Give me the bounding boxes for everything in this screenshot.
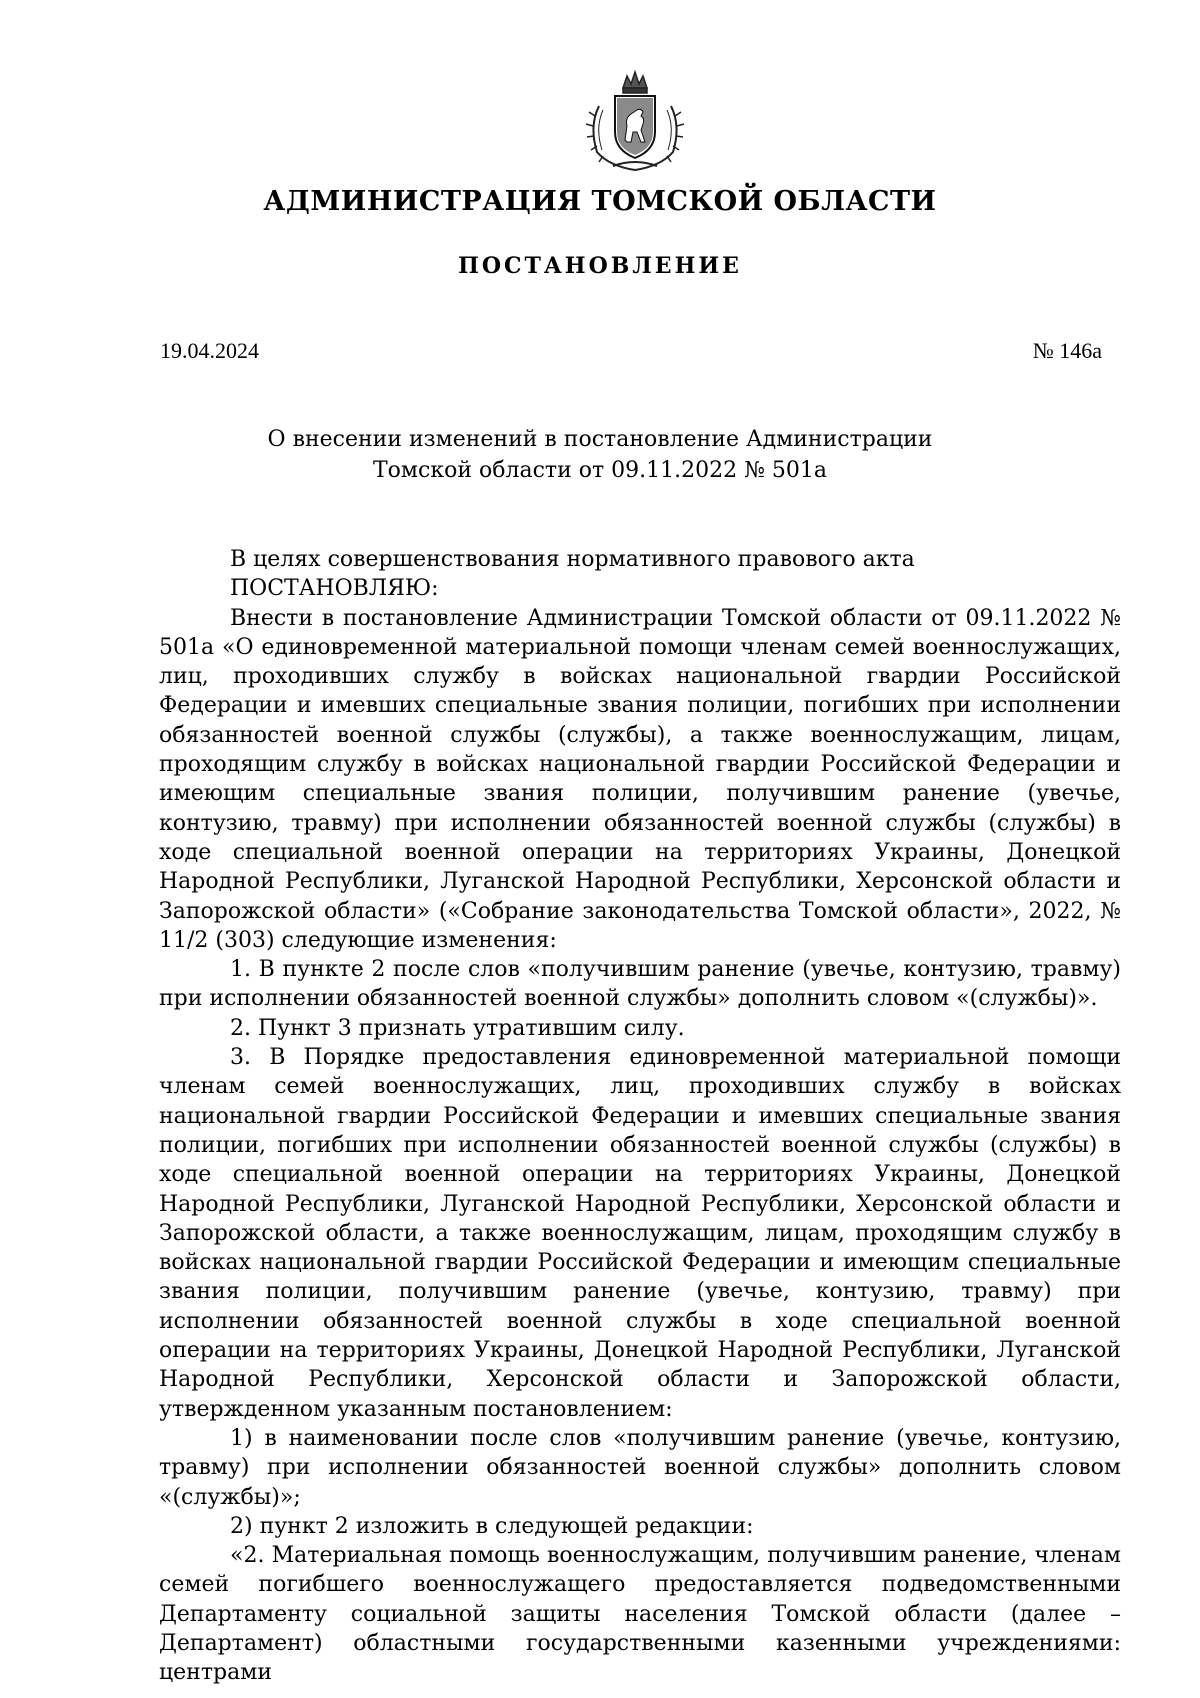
subitem-1-paragraph: 1) в наименовании после слов «получившим ранение (увечье, контузию, травму) при исполнении обязанностей военной службы» дополнить словом «(службы)»;: [159, 1425, 1121, 1510]
document-date: 19.04.2024: [160, 338, 259, 363]
document-type: ПОСТАНОВЛЕНИЕ: [458, 253, 742, 279]
purpose-paragraph: В целях совершенствования нормативного правового акта: [230, 547, 915, 572]
item-3-paragraph: 3. В Порядке предоставления единовременной материальной помощи членам семей военнослужащих, лиц, проходивших службу в войсках национальной гвардии Российской Федерации и имевших специальные звания полиции, погибших при исполнении обязанностей военной службы (службы) в ходе специальной военной операции на территориях Украины, Донецкой Народной Республики, Луганской Народной Республики, Херсонской области и Запорожской области, а также военнослужащим, лицам, проходящим службу в войсках национальной гвардии Российской Федерации и имеющим специальные звания полиции, получившим ранение (увечье, контузию, травму) при исполнении обязанностей военной службы в ходе специальной военной операции на территориях Украины, Донецкой Народной Республики, Луганской Народной Республики, Херсонской области и Запорожской области, утвержденном указанным постановлением:: [159, 1045, 1121, 1422]
subject-line: Томской области от 09.11.2022 № 501а: [372, 458, 828, 483]
document-subject: [0, 424, 1200, 486]
subject-line: О внесении изменений в постановление Администрации: [267, 427, 933, 452]
amendment-paragraph: Внести в постановление Администрации Томской области от 09.11.2022 № 501а «О единовременной материальной помощи членам семей военнослужащих, лиц, проходивших службу в войсках национальной гвардии Российской Федерации и имевших специальные звания полиции, погибших при исполнении обязанностей военной службы (службы), а также военнослужащим, лицам, проходящим службу в войсках национальной гвардии Российской Федерации и имеющим специальные звания полиции, получившим ранение (увечье, контузию, травму) при исполнении обязанностей военной службы (службы) в ходе специальной военной операции на территориях Украины, Донецкой Народной Республики, Луганской Народной Республики, Херсонской области и Запорожской области» («Собрание законодательства Томской области», 2022, № 11/2 (303) следующие изменения:: [159, 605, 1121, 953]
document-number: № 146а: [1032, 338, 1102, 363]
item-1-paragraph: 1. В пункте 2 после слов «получившим ранение (увечье, контузию, травму) при исполнении обязанностей военной службы» дополнить словом «(службы)».: [159, 957, 1121, 1012]
resolution-word: ПОСТАНОВЛЯЮ:: [230, 576, 439, 602]
coat-of-arms-icon: [579, 66, 691, 176]
subitem-2-paragraph: 2) пункт 2 изложить в следующей редакции:: [230, 1513, 754, 1539]
quoted-paragraph: «2. Материальная помощь военнослужащим, получившим ранение, членам семей погибшего военнослужащего предоставляется подведомственными Департаменту социальной защиты населения Томской области (далее – Департамент) областными государственными казенными учреждениями: центрами: [159, 1543, 1121, 1686]
document-body: [159, 545, 1121, 1688]
item-2-paragraph: 2. Пункт 3 признать утратившим силу.: [230, 1015, 685, 1041]
organization-title: АДМИНИСТРАЦИЯ ТОМСКОЙ ОБЛАСТИ: [263, 186, 937, 217]
